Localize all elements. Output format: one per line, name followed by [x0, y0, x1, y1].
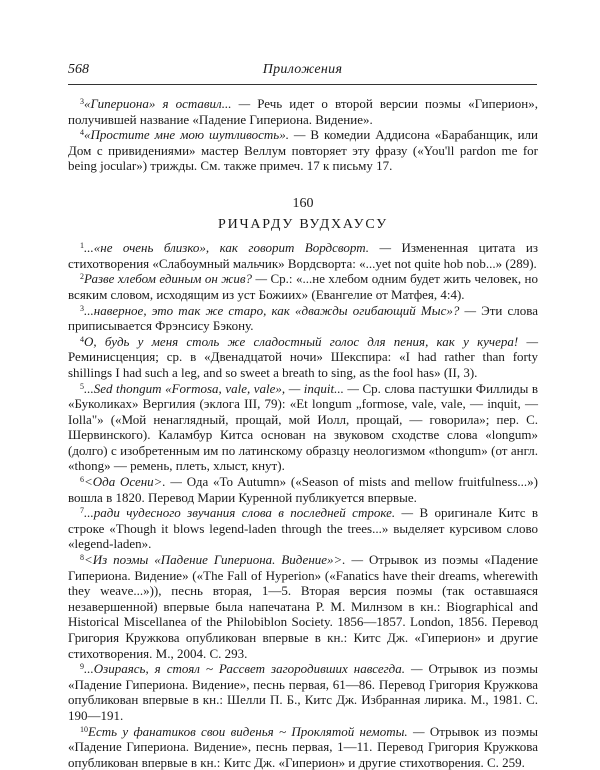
footnote-number: 4 — [80, 334, 84, 344]
footnote — [68, 552, 538, 661]
footnote-text: Эти слова приписывается Фрэнсису Бэкону. — [68, 302, 538, 334]
footnote-lead: ...Sed thongum «Formosa, vale, vale», — inquit... — — [84, 380, 363, 396]
footnote — [68, 127, 538, 174]
footnote — [68, 303, 538, 334]
page-number: 568 — [68, 62, 89, 77]
footnote-text: Измененная цитата из стихотворения «Слабоумный мальчик» Вордсворта: «...yet not quite hob nob...» (289). — [68, 240, 538, 271]
footnote-text: Речь идет о второй версии поэмы «Гиперион», получившей название «Падение Гипериона. Видение». — [68, 96, 538, 127]
footnote-number: 2 — [80, 272, 84, 282]
footnote-lead: О, будь у меня столь же сладостный голос для пения, как у кучера! — — [84, 333, 538, 349]
footnote — [68, 505, 538, 552]
footnote-text: Отрывок из поэмы «Падение Гипериона. Видение» («The Fall of Hyperion» («Fanatics have their dreams, wherewith they weave...»)), песнь вторая, 1—5. Вторая версия поэмы (так оставшаяся незавершенной) впервые была напечатана Р. М. Милнзом в кн.: Biographical and Historical Miscellanea of the Philobiblon Society. 1856—1857. London, 1856. Перевод Григория Кружкова опубликован впервые в кн.: Китс Дж. «Гиперион» и другие стихотворения. М., 2004. С. 293. — [68, 552, 538, 661]
footnote — [68, 240, 538, 271]
footnote-number: 9 — [80, 662, 84, 672]
footnote — [68, 271, 538, 302]
running-header — [68, 60, 537, 85]
footnote-lead: <Ода Осени>. — — [84, 474, 187, 490]
footnote-lead: ...наверное, это так же старо, как «дважды огибающий Мыс»? — — [84, 302, 482, 318]
footnote-number: 3 — [80, 97, 84, 106]
running-title: Приложения — [262, 62, 343, 77]
footnote-number: 3 — [80, 303, 84, 313]
footnote — [68, 661, 538, 723]
footnote-text: В комедии Аддисона «Барабанщик, или Дом с привидениями» мастер Веллум повторяет эту фразу («You'll pardon me for being jocular») трижды. См. также примеч. 17 к письму 17. — [68, 127, 538, 174]
footnote-lead: ...ради чудесного звучания слова в последней строке. — — [84, 505, 420, 521]
footnote-lead: ...«не очень близко», как говорит Вордсворт. — — [84, 240, 402, 256]
footnote-text: Ода «To Autumn» («Season of mists and mellow fruitfulness...») вошла в 1820. Перевод Марии Куренной публикуется впервые. — [68, 474, 538, 505]
footnote-lead: Есть у фанатиков свои виденья ~ Проклятой немоты. — — [88, 723, 430, 739]
footnote-text: Ср.: «...не хлебом одним будет жить человек, но всяким словом, исходящим из уст Божиих» (Евангелие от Матфея, 4:4). — [68, 271, 539, 302]
footnote-lead: «Гипериона» я оставил... — — [84, 96, 258, 111]
letter-number: 160 — [292, 195, 314, 211]
footnote-number: 4 — [80, 128, 84, 138]
footnote-number: 6 — [80, 475, 84, 485]
footnote-number: 7 — [80, 506, 84, 516]
footnote-lead: «Простите мне мою шутливость». — — [84, 127, 311, 143]
footnote-text: Отрывок из поэмы «Падение Гипериона. Видение», песнь первая, 61—86. Перевод Григория Кружкова опубликован впервые в кн.: Шелли П. Б., Китс Дж. Избранная лирика. М., 1981. С. 190—191. — [68, 661, 538, 723]
footnote — [68, 381, 538, 475]
footnote-text: Реминисценция; ср. в «Двенадцатой ночи» Шекспира: «I had rather than forty shillings I had such a leg, and so sweet a breath to sing, as the fool has» (II, 3). — [68, 349, 538, 380]
footnote-lead: Разве хлебом единым он жив? — — [84, 271, 271, 287]
page-content — [68, 96, 538, 770]
footnote-number: 1 — [80, 241, 84, 251]
footnote-text: В оригинале Китс в строке «Though it blows legend-laden through the trees...» выделяет курсивом слово «legend-laden». — [68, 505, 538, 552]
footnote-lead: <Из поэмы «Падение Гипериона. Видение»>. — — [84, 552, 369, 568]
letter-title: РИЧАРДУ ВУДХАУСУ — [218, 216, 388, 232]
footnote-text: Ср. слова пастушки Филлиды в «Буколиках» Вергилия (эклога III, 79): «Et longum „formose, vale, vale, — inquit, — Iolla"» («Мой ненаглядный, прощай, мой Иолл, прощай, — говорила»; пер. С. Шервинского). Каламбур Китса основан на звуковом сходстве слова «longum» (долго) с изобретенным им по латинскому образцу неологизмом «thongum» (от англ. «thong» — ремень, плеть, хлыст, кнут). — [68, 380, 538, 474]
footnote — [68, 724, 538, 770]
footnote-text: Отрывок из поэмы «Падение Гипериона. Видение», песнь первая, 1—11. Перевод Григория Кружкова опубликован впервые в кн.: Китс Дж. «Гиперион» и другие стихотворения. С. 259. — [68, 723, 538, 770]
footnote — [68, 474, 538, 505]
footnote-number: 8 — [80, 553, 84, 563]
footnote — [68, 334, 538, 381]
footnote-number: 10 — [80, 724, 88, 734]
footnote-lead: ...Озираясь, я стоял ~ Рассвет загородивших навсегда. — — [84, 661, 429, 677]
footnote — [68, 96, 538, 127]
footnote-number: 5 — [80, 381, 84, 391]
